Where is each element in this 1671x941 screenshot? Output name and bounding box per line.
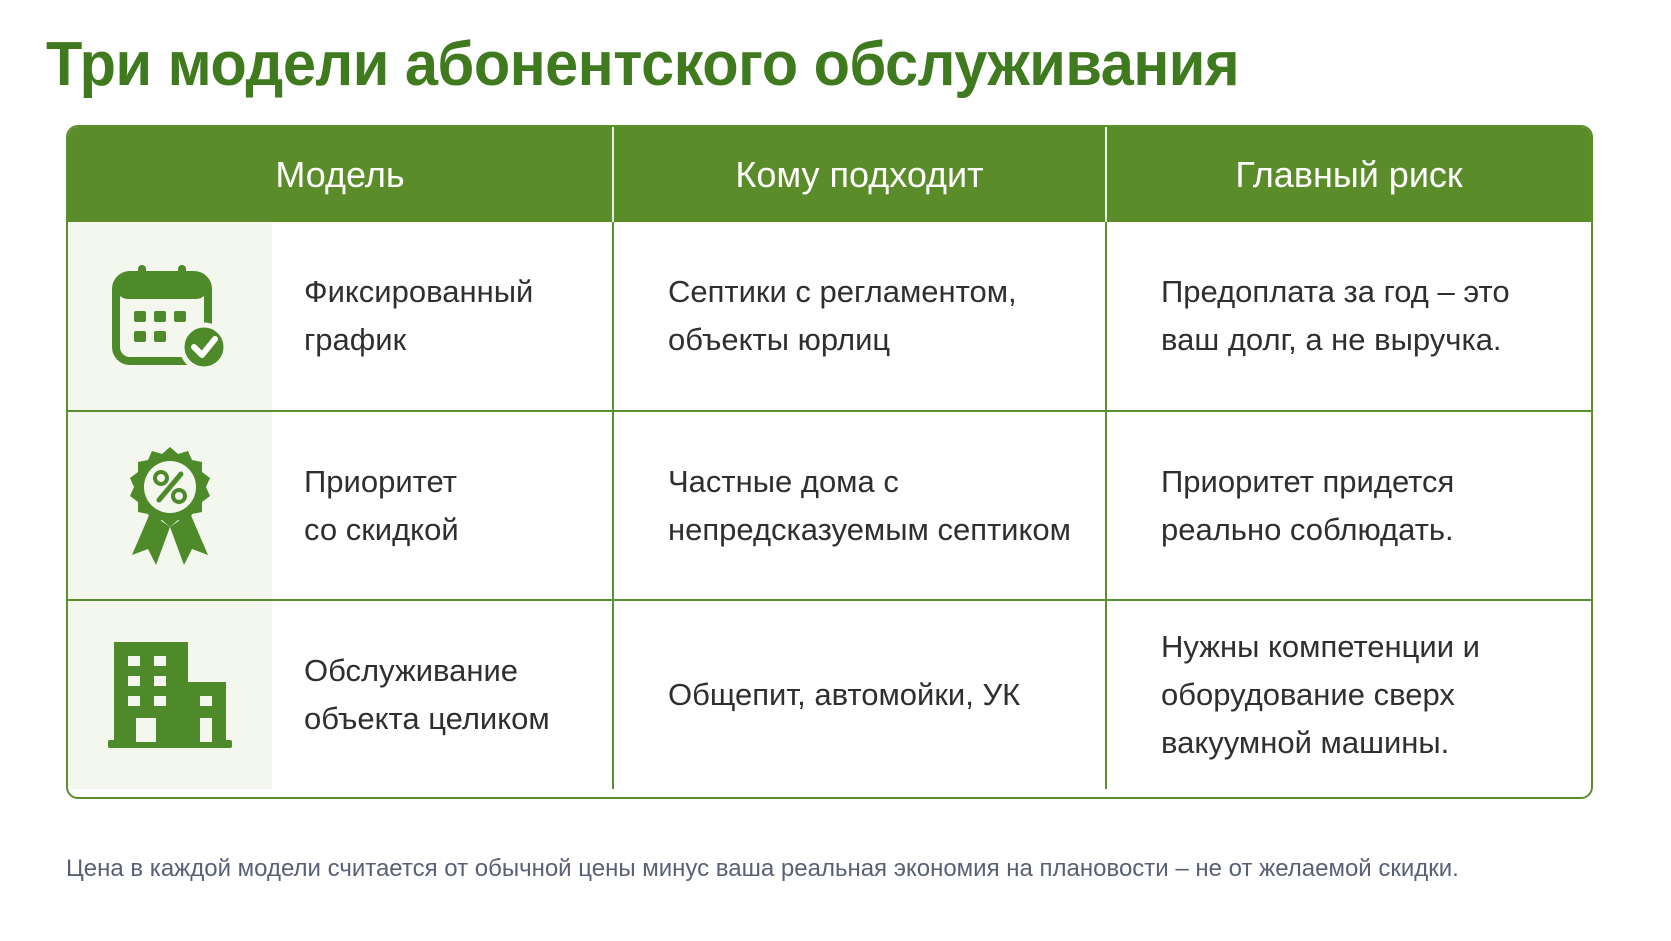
risk-cell: Приоритет придется реально соблюдать. [1161, 463, 1455, 547]
who-cell: Септики с регламентом, объекты юрлиц [614, 222, 1107, 410]
calendar-check-icon [110, 261, 230, 371]
header-risk: Главный риск [1235, 153, 1463, 195]
who-cell: Частные дома с непредсказуемым септиком [614, 412, 1107, 599]
models-table [66, 125, 1593, 799]
icon-box [68, 412, 272, 599]
page-title: Три модели абонентского обслуживания [46, 30, 1240, 99]
header-model: Модель [68, 127, 614, 222]
table-row [68, 410, 1591, 599]
icon-box [68, 601, 272, 789]
risk-cell: Предоплата за год – это ваш долг, а не выручка. [1161, 274, 1510, 357]
model-label: Приоритет со скидкой [304, 463, 459, 547]
discount-badge-icon [120, 443, 220, 568]
icon-box [68, 222, 272, 410]
footnote: Цена в каждой модели считается от обычной цены минус ваша реальная экономия на плановости – не от желаемой скидки. [66, 855, 1459, 882]
model-label: Фиксированный график [304, 274, 534, 357]
model-cell [68, 412, 614, 599]
table-row [68, 599, 1591, 789]
header-who: Кому подходит [614, 127, 1107, 222]
model-cell [68, 601, 614, 789]
table-header-row [68, 127, 1591, 222]
table-row [68, 222, 1591, 410]
model-cell [68, 222, 614, 410]
building-icon [108, 640, 232, 750]
who-cell: Общепит, автомойки, УК [614, 601, 1107, 789]
risk-cell: Нужны компетенции и оборудование сверх вакуумной машины. [1161, 629, 1480, 760]
model-label: Обслуживание объекта целиком [304, 653, 550, 736]
